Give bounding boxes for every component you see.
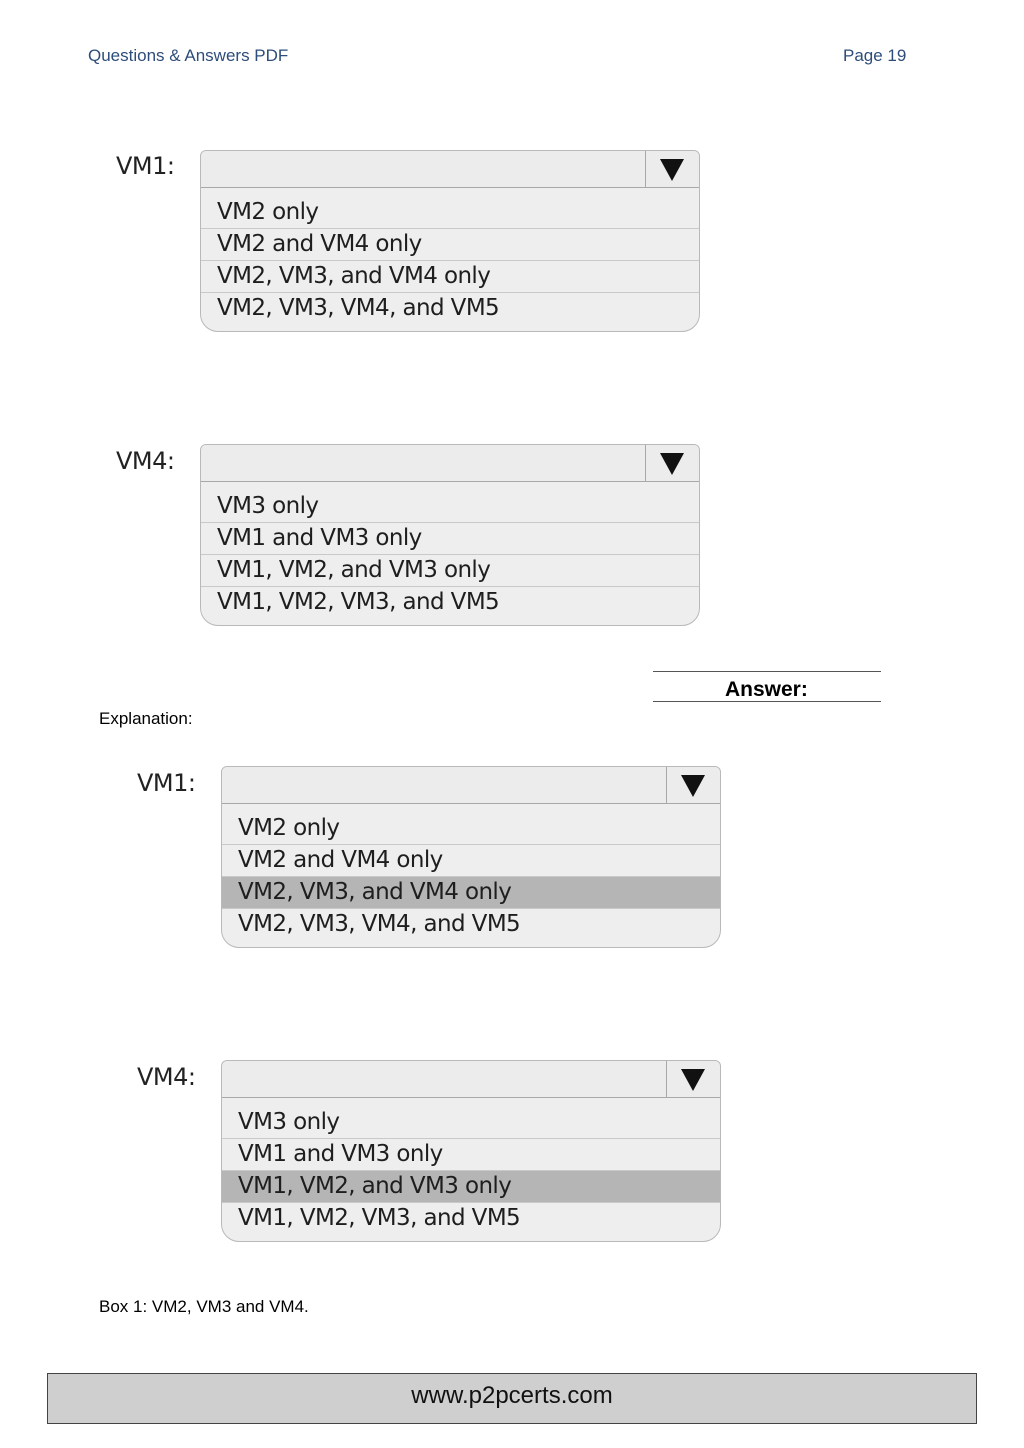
dropdown-select-box[interactable] <box>201 445 699 482</box>
answer-rule-top <box>653 671 881 672</box>
dropdown-option[interactable]: VM2 only <box>201 197 699 229</box>
answer-vm1-dropdown[interactable] <box>221 766 721 948</box>
dropdown-option[interactable]: VM2 and VM4 only <box>222 845 720 877</box>
footer-url[interactable]: www.p2pcerts.com <box>411 1382 613 1409</box>
dropdown-option[interactable]: VM3 only <box>201 491 699 523</box>
dropdown-option[interactable]: VM1 and VM3 only <box>222 1139 720 1171</box>
dropdown-option-selected[interactable]: VM2, VM3, and VM4 only <box>222 877 720 909</box>
question-vm4-label: VM4: <box>116 447 175 475</box>
header-title: Questions & Answers PDF <box>88 46 289 65</box>
answer-label: Answer: <box>725 678 808 701</box>
answer-rule-bottom <box>653 701 881 702</box>
dropdown-option[interactable]: VM3 only <box>222 1107 720 1139</box>
answer-vm4-label: VM4: <box>137 1063 196 1091</box>
dropdown-select-box[interactable] <box>222 767 720 804</box>
answer-vm4-dropdown[interactable] <box>221 1060 721 1242</box>
dropdown-option-selected[interactable]: VM1, VM2, and VM3 only <box>222 1171 720 1203</box>
dropdown-option[interactable]: VM2, VM3, VM4, and VM5 <box>217 295 500 321</box>
chevron-down-icon[interactable] <box>645 151 699 187</box>
chevron-down-icon[interactable] <box>666 1061 720 1097</box>
box1-answer-text: Box 1: VM2, VM3 and VM4. <box>99 1297 309 1316</box>
footer-bar <box>47 1373 977 1424</box>
page-number: Page 19 <box>843 46 907 65</box>
question-vm1-label: VM1: <box>116 152 175 180</box>
dropdown-option[interactable]: VM1 and VM3 only <box>201 523 699 555</box>
dropdown-select-box[interactable] <box>222 1061 720 1098</box>
dropdown-option[interactable]: VM2, VM3, VM4, and VM5 <box>238 911 521 937</box>
question-vm4-dropdown[interactable] <box>200 444 700 626</box>
chevron-down-icon[interactable] <box>666 767 720 803</box>
dropdown-option[interactable]: VM1, VM2, and VM3 only <box>201 555 699 587</box>
dropdown-select-box[interactable] <box>201 151 699 188</box>
dropdown-option[interactable]: VM2 only <box>222 813 720 845</box>
question-vm1-dropdown[interactable] <box>200 150 700 332</box>
dropdown-option[interactable]: VM1, VM2, VM3, and VM5 <box>217 589 500 615</box>
chevron-down-icon[interactable] <box>645 445 699 481</box>
dropdown-option[interactable]: VM2, VM3, and VM4 only <box>201 261 699 293</box>
dropdown-option[interactable]: VM1, VM2, VM3, and VM5 <box>238 1205 521 1231</box>
dropdown-option[interactable]: VM2 and VM4 only <box>201 229 699 261</box>
explanation-label: Explanation: <box>99 709 193 728</box>
answer-vm1-label: VM1: <box>137 769 196 797</box>
